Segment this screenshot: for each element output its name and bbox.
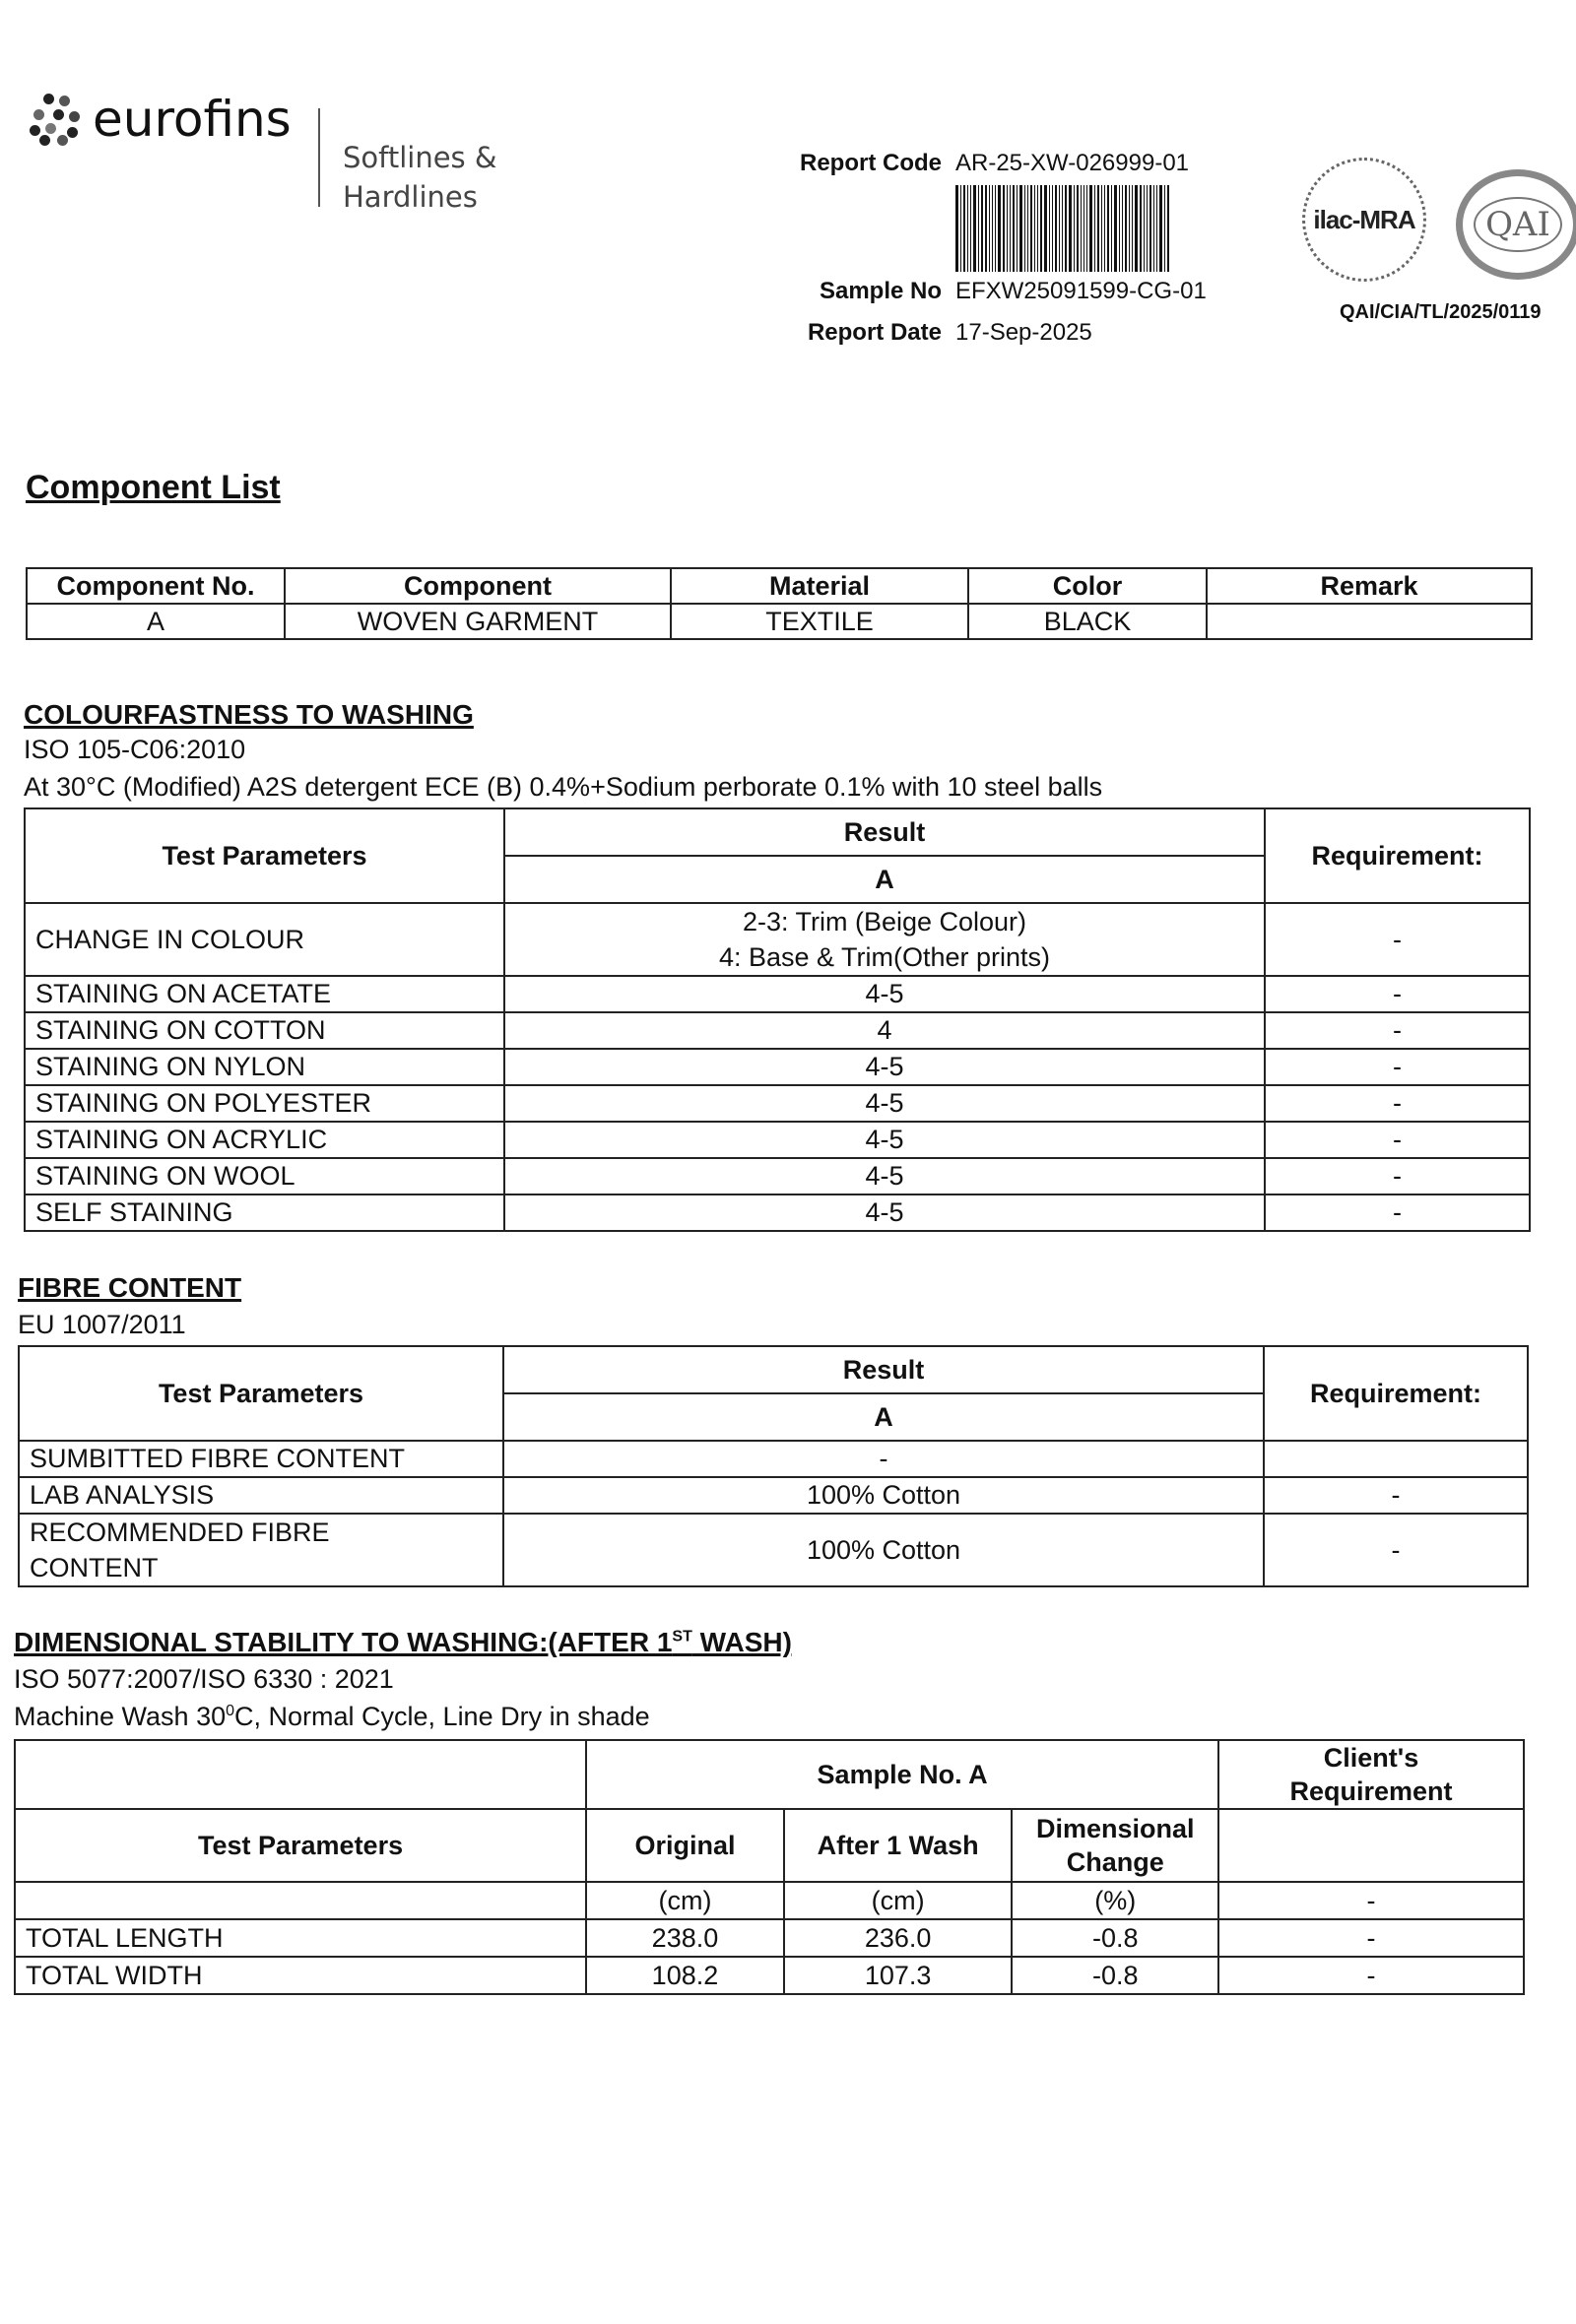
barcode-bar [1077,185,1079,272]
result-cell: 4-5 [504,976,1265,1012]
title-end: WASH) [691,1627,792,1657]
header-client-requirement [1218,1740,1524,1809]
barcode-bar [1129,185,1130,272]
barcode-bar [1167,185,1169,272]
eurofins-logo [30,91,292,148]
param-cell [19,1514,503,1586]
table-row [19,1477,1528,1514]
barcode-bar [1149,185,1151,272]
requirement-cell [1264,1441,1528,1477]
header-result: Result [504,808,1265,856]
table-row [25,1122,1530,1158]
table-row [15,1957,1524,1994]
col-remark: Remark [1207,568,1532,604]
change-cell: -0.8 [1012,1919,1218,1957]
barcode-bar [1122,185,1123,272]
requirement-cell: - [1265,1158,1530,1194]
header-sample-no: Sample No. A [586,1740,1218,1809]
result-cell: 100% Cotton [503,1477,1264,1514]
barcode-bar [995,185,996,272]
dimensional-standard: ISO 5077:2007/ISO 6330 : 2021 [14,1664,394,1694]
header-after-wash: After 1 Wash [784,1809,1013,1882]
barcode-bar [1007,185,1008,272]
colourfastness-title: COLOURFASTNESS TO WASHING [24,699,474,730]
change-line-1: Dimensional [1035,1814,1195,1843]
title-main: DIMENSIONAL STABILITY TO WASHING:(AFTER 1 [14,1627,673,1657]
conditions-superscript: 0 [226,1703,235,1719]
colourfastness-table [24,807,1531,1232]
logo-divider [318,108,320,207]
table-row [25,1012,1530,1049]
requirement-cell: - [1218,1957,1524,1994]
barcode-bar [981,185,983,272]
header-result: Result [503,1346,1264,1393]
original-cell: 108.2 [586,1957,784,1994]
param-cell: STAINING ON WOOL [25,1158,504,1194]
param-cell: SUMBITTED FIBRE CONTENT [19,1441,503,1477]
division-name [343,138,497,217]
report-code-value: AR-25-XW-026999-01 [955,150,1190,176]
barcode-bar [1013,185,1015,272]
barcode-bar [1034,185,1035,272]
requirement-cell: - [1265,903,1530,976]
eurofins-dots-icon [30,92,85,147]
requirement-cell: - [1265,1012,1530,1049]
units-blank [15,1882,586,1919]
barcode-bar [1114,185,1117,272]
division-line-1: Softlines & [343,141,497,174]
result-cell: 4-5 [504,1158,1265,1194]
barcode-bar [985,185,987,272]
barcode-bar [1125,185,1127,272]
result-cell [504,903,1265,976]
requirement-cell: - [1265,1085,1530,1122]
param-cell: STAINING ON ACETATE [25,976,504,1012]
conditions-post: C, Normal Cycle, Line Dry in shade [234,1702,650,1731]
table-row [25,1194,1530,1231]
requirement-cell: - [1265,1049,1530,1085]
barcode-bar [1156,185,1157,272]
barcode-bar [1059,185,1060,272]
barcode [955,185,1275,272]
col-component: Component [285,568,671,604]
title-superscript: ST [672,1628,692,1646]
barcode-bar [989,185,990,272]
header-original: Original [586,1809,784,1882]
barcode-bar [963,185,965,272]
barcode-bar [970,185,971,272]
barcode-bar [1147,185,1148,272]
component-no-cell: A [27,604,285,639]
units-row [15,1882,1524,1919]
component-table-header [27,568,1532,604]
table-row [19,1441,1528,1477]
param-line-2: CONTENT [30,1553,159,1582]
barcode-bar [1086,185,1087,272]
table-row [25,1158,1530,1194]
barcode-bar [1097,185,1099,272]
header-test-parameters: Test Parameters [19,1346,503,1441]
colourfastness-header-row [25,808,1530,856]
result-cell: - [503,1441,1264,1477]
barcode-bar [960,185,961,272]
requirement-cell: - [1218,1919,1524,1957]
component-cell: WOVEN GARMENT [285,604,671,639]
remark-cell [1207,604,1532,639]
barcode-bar [1135,185,1138,272]
change-line-2: Change [1066,1847,1164,1877]
requirement-cell: - [1265,1194,1530,1231]
dim-header-row-2 [15,1809,1524,1882]
table-row [25,903,1530,976]
fibre-header-row [19,1346,1528,1393]
param-cell: TOTAL WIDTH [15,1957,586,1994]
barcode-bar [1132,185,1133,272]
barcode-bar [1027,185,1028,272]
result-cell: 4-5 [504,1049,1265,1085]
table-row [19,1514,1528,1586]
client-line-2: Requirement [1289,1776,1453,1806]
param-cell: STAINING ON NYLON [25,1049,504,1085]
header-blank [15,1740,586,1809]
requirement-cell: - [1265,976,1530,1012]
qai-text: QAI [1474,197,1562,252]
barcode-bar [1069,185,1072,272]
barcode-bar [1159,185,1162,272]
colourfastness-conditions: At 30°C (Modified) A2S detergent ECE (B) 0.4%+Sodium perborate 0.1% with 10 steel balls [24,772,1103,802]
barcode-bar [1101,185,1102,272]
requirement-cell: - [1265,1122,1530,1158]
requirement-cell: - [1264,1514,1528,1586]
param-cell: TOTAL LENGTH [15,1919,586,1957]
after-cell: 236.0 [784,1919,1013,1957]
conditions-pre: Machine Wash 30 [14,1702,227,1731]
header-requirement: Requirement: [1264,1346,1528,1441]
division-line-2: Hardlines [343,180,478,214]
original-cell: 238.0 [586,1919,784,1957]
barcode-bar [1065,185,1067,272]
table-row [27,604,1532,639]
result-line-1: 2-3: Trim (Beige Colour) [742,907,1027,936]
barcode-bar [1010,185,1011,272]
report-date-label: Report Date [807,319,942,346]
barcode-bar [1017,185,1018,272]
barcode-bar [1044,185,1047,272]
barcode-bar [1055,185,1057,272]
result-cell: 4-5 [504,1194,1265,1231]
barcode-bar [1164,185,1165,272]
param-line-1: RECOMMENDED FIBRE [30,1517,330,1547]
units-requirement: - [1218,1882,1524,1919]
dim-header-row-1 [15,1740,1524,1809]
barcode-bar [1119,185,1120,272]
barcode-bar [1107,185,1109,272]
barcode-bar [1144,185,1145,272]
barcode-bar [1062,185,1063,272]
result-cell: 100% Cotton [503,1514,1264,1586]
dimensional-table [14,1739,1525,1995]
table-row [25,1049,1530,1085]
barcode-bar [1049,185,1050,272]
barcode-bar [1074,185,1075,272]
barcode-bar [1030,185,1032,272]
dimensional-stability-title [14,1627,792,1658]
result-cell: 4 [504,1012,1265,1049]
barcode-bar [1089,185,1092,272]
table-row [25,976,1530,1012]
fibre-content-table [18,1345,1529,1587]
units-change: (%) [1012,1882,1218,1919]
barcode-bar [1140,185,1142,272]
accreditation-number: QAI/CIA/TL/2025/0119 [1340,301,1542,323]
barcode-bar [1024,185,1025,272]
header-blank-2 [1218,1809,1524,1882]
header-test-parameters: Test Parameters [25,808,504,903]
barcode-bar [1052,185,1053,272]
col-color: Color [968,568,1207,604]
col-component-no: Component No. [27,568,285,604]
col-material: Material [671,568,968,604]
barcode-bar [1019,185,1022,272]
brand-name: eurofins [93,91,292,148]
report-date-value: 17-Sep-2025 [955,319,1092,346]
component-list-title: Component List [26,469,281,506]
material-cell: TEXTILE [671,604,968,639]
param-cell: CHANGE IN COLOUR [25,903,504,976]
header-dimensional-change [1012,1809,1218,1882]
sample-no-label: Sample No [819,278,942,304]
change-cell: -0.8 [1012,1957,1218,1994]
fibre-content-title: FIBRE CONTENT [18,1272,242,1303]
table-row [25,1085,1530,1122]
ilac-mra-logo [1302,158,1426,282]
barcode-bar [1094,185,1095,272]
barcode-bar [978,185,979,272]
sample-no-value: EFXW25091599-CG-01 [955,278,1207,304]
barcode-bar [998,185,1001,272]
component-table [26,567,1533,640]
after-cell: 107.3 [784,1957,1013,1994]
result-cell: 4-5 [504,1122,1265,1158]
result-line-2: 4: Base & Trim(Other prints) [718,942,1051,972]
header-sample-a: A [503,1393,1264,1441]
table-row [15,1919,1524,1957]
barcode-bar [1104,185,1105,272]
param-cell: STAINING ON ACRYLIC [25,1122,504,1158]
requirement-cell: - [1264,1477,1528,1514]
barcode-bar [955,185,958,272]
barcode-bar [992,185,993,272]
barcode-bar [973,185,976,272]
param-cell: SELF STAINING [25,1194,504,1231]
report-code-label: Report Code [800,150,942,176]
barcode-bar [1153,185,1154,272]
dimensional-conditions [14,1702,650,1732]
barcode-bar [1111,185,1112,272]
header-test-parameters: Test Parameters [15,1809,586,1882]
result-cell: 4-5 [504,1085,1265,1122]
client-line-1: Client's [1323,1743,1419,1773]
param-cell: STAINING ON POLYESTER [25,1085,504,1122]
color-cell: BLACK [968,604,1207,639]
units-original: (cm) [586,1882,784,1919]
ilac-mra-text: ilac-MRA [1313,204,1415,234]
barcode-bar [1003,185,1005,272]
barcode-bar [1081,185,1082,272]
barcode-bar [1037,185,1038,272]
param-cell: STAINING ON COTTON [25,1012,504,1049]
units-after: (cm) [784,1882,1013,1919]
header-sample-a: A [504,856,1265,903]
fibre-content-standard: EU 1007/2011 [18,1310,186,1339]
barcode-bar [1040,185,1042,272]
barcode-bar [967,185,968,272]
colourfastness-standard: ISO 105-C06:2010 [24,735,246,764]
param-cell: LAB ANALYSIS [19,1477,503,1514]
qai-logo [1456,169,1576,280]
header-requirement: Requirement: [1265,808,1530,903]
